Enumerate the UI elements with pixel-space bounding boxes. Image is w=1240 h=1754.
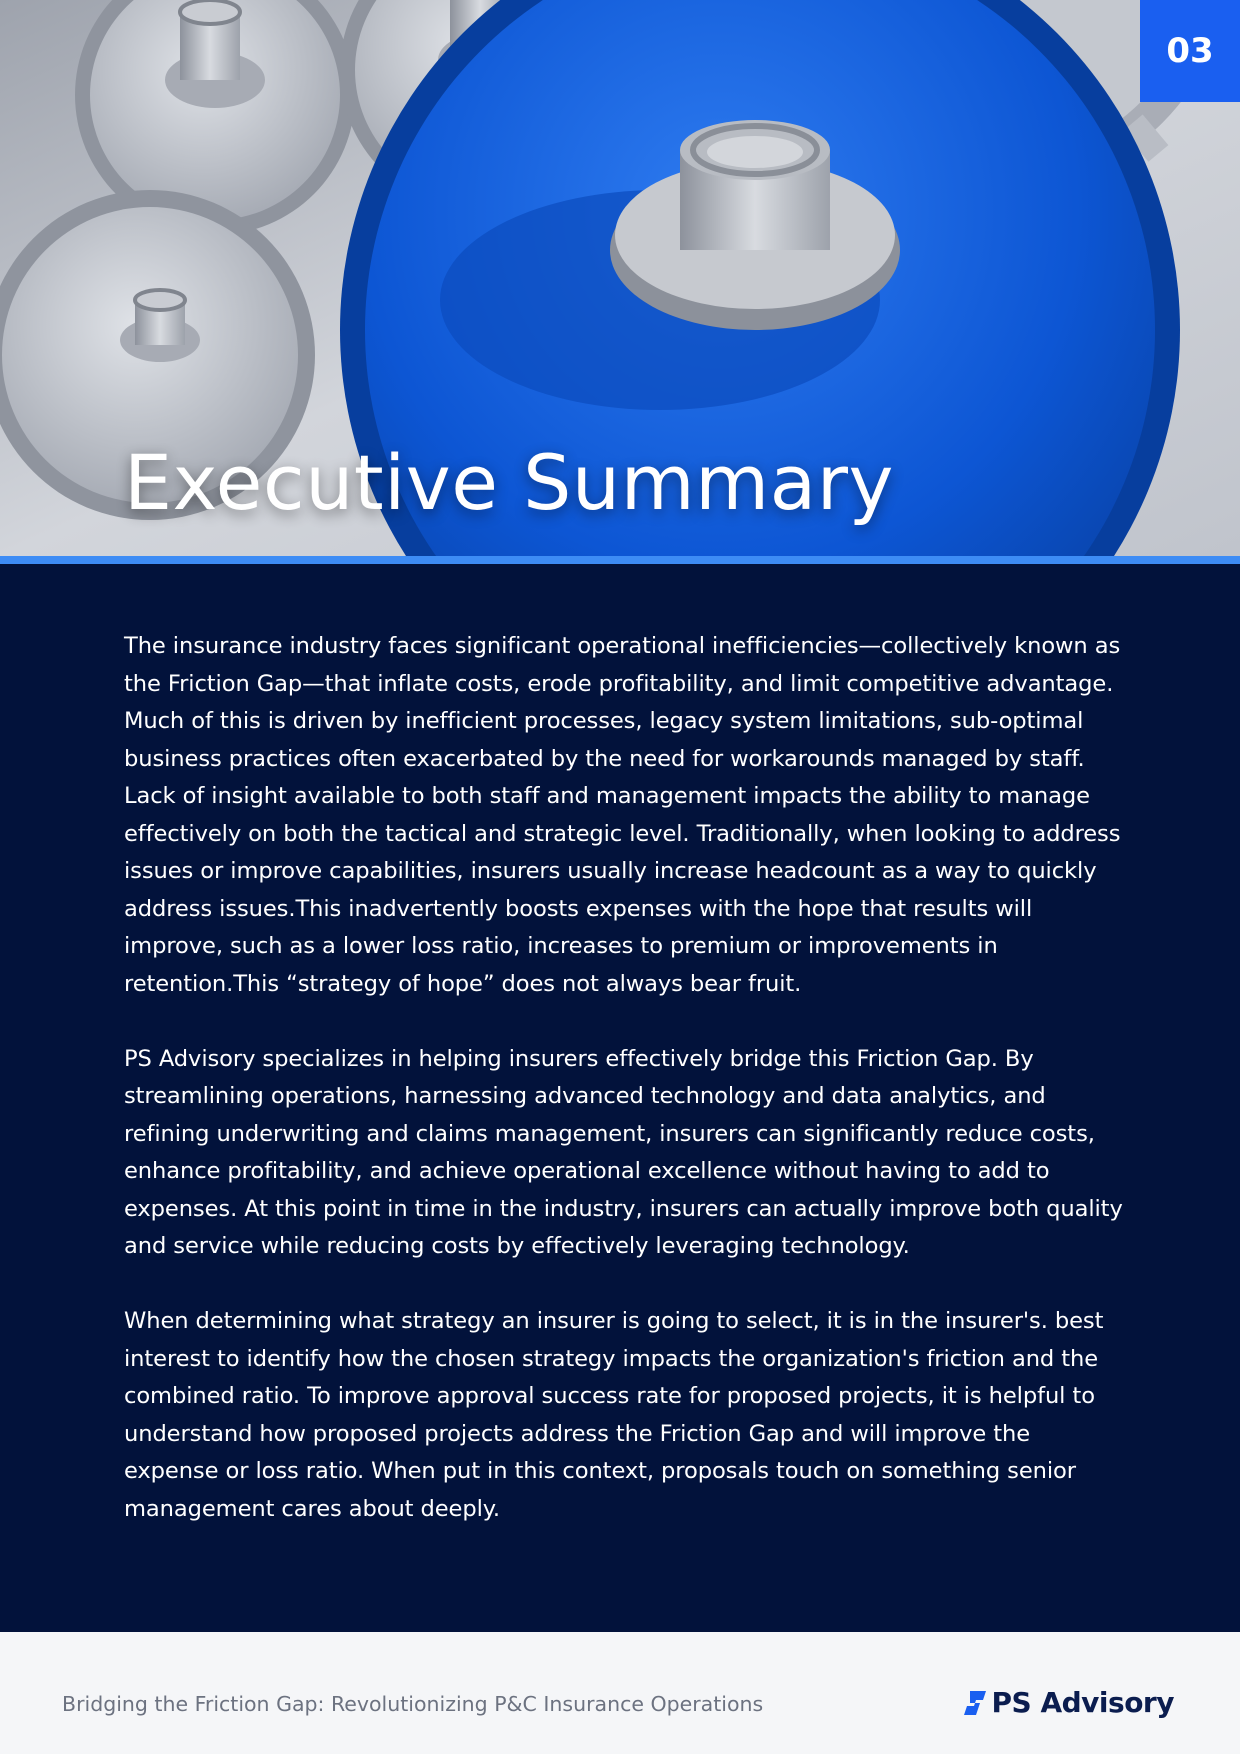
executive-summary-body bbox=[124, 628, 1124, 1566]
brand-logo bbox=[964, 1686, 1174, 1719]
accent-stripe bbox=[0, 556, 1240, 564]
brand-name: PS Advisory bbox=[991, 1686, 1174, 1719]
paragraph-3: When determining what strategy an insurer is going to select, it is in the insurer's. best interest to identify how the chosen strategy impacts the organization's friction and the combined ratio. To improve approval success rate for proposed projects, it is helpful to understand how proposed projects address the Friction Gap and will improve the expense or loss ratio. When put in this context, proposals touch on something senior management cares about deeply. bbox=[124, 1308, 1104, 1522]
page-footer bbox=[0, 1632, 1240, 1754]
footer-document-title: Bridging the Friction Gap: Revolutionizing P&C Insurance Operations bbox=[62, 1692, 764, 1716]
paragraph-1: The insurance industry faces significant operational inefficiencies—collectively known as the Friction Gap—that inflate costs, erode profitability, and limit competitive advantage. Much of this is driven by inefficient processes, legacy system limitations, sub-optimal business practices often exacerbated by the need for workarounds managed by staff. Lack of insight available to both staff and management impacts the ability to manage effectively on both the tactical and strategic level. Traditionally, when looking to address issues or improve capabilities, insurers usually increase headcount as a way to quickly address issues.This inadvertently boosts expenses with the hope that results will improve, such as a lower loss ratio, increases to premium or improvements in retention.This “strategy of hope” does not always bear fruit. bbox=[124, 633, 1121, 997]
hero-banner bbox=[0, 0, 1240, 556]
content-section bbox=[0, 564, 1240, 1632]
ps-advisory-logo-icon bbox=[964, 1691, 986, 1715]
paragraph-2: PS Advisory specializes in helping insurers effectively bridge this Friction Gap. By streamlining operations, harnessing advanced technology and data analytics, and refining underwriting and claims management, insurers can significantly reduce costs, enhance profitability, and achieve operational excellence without having to add to expenses. At this point in time in the industry, insurers can actually improve both quality and service while reducing costs by effectively leveraging technology. bbox=[124, 1045, 1123, 1259]
page-number-badge: 03 bbox=[1140, 0, 1240, 102]
page-title: Executive Summary bbox=[124, 438, 894, 527]
